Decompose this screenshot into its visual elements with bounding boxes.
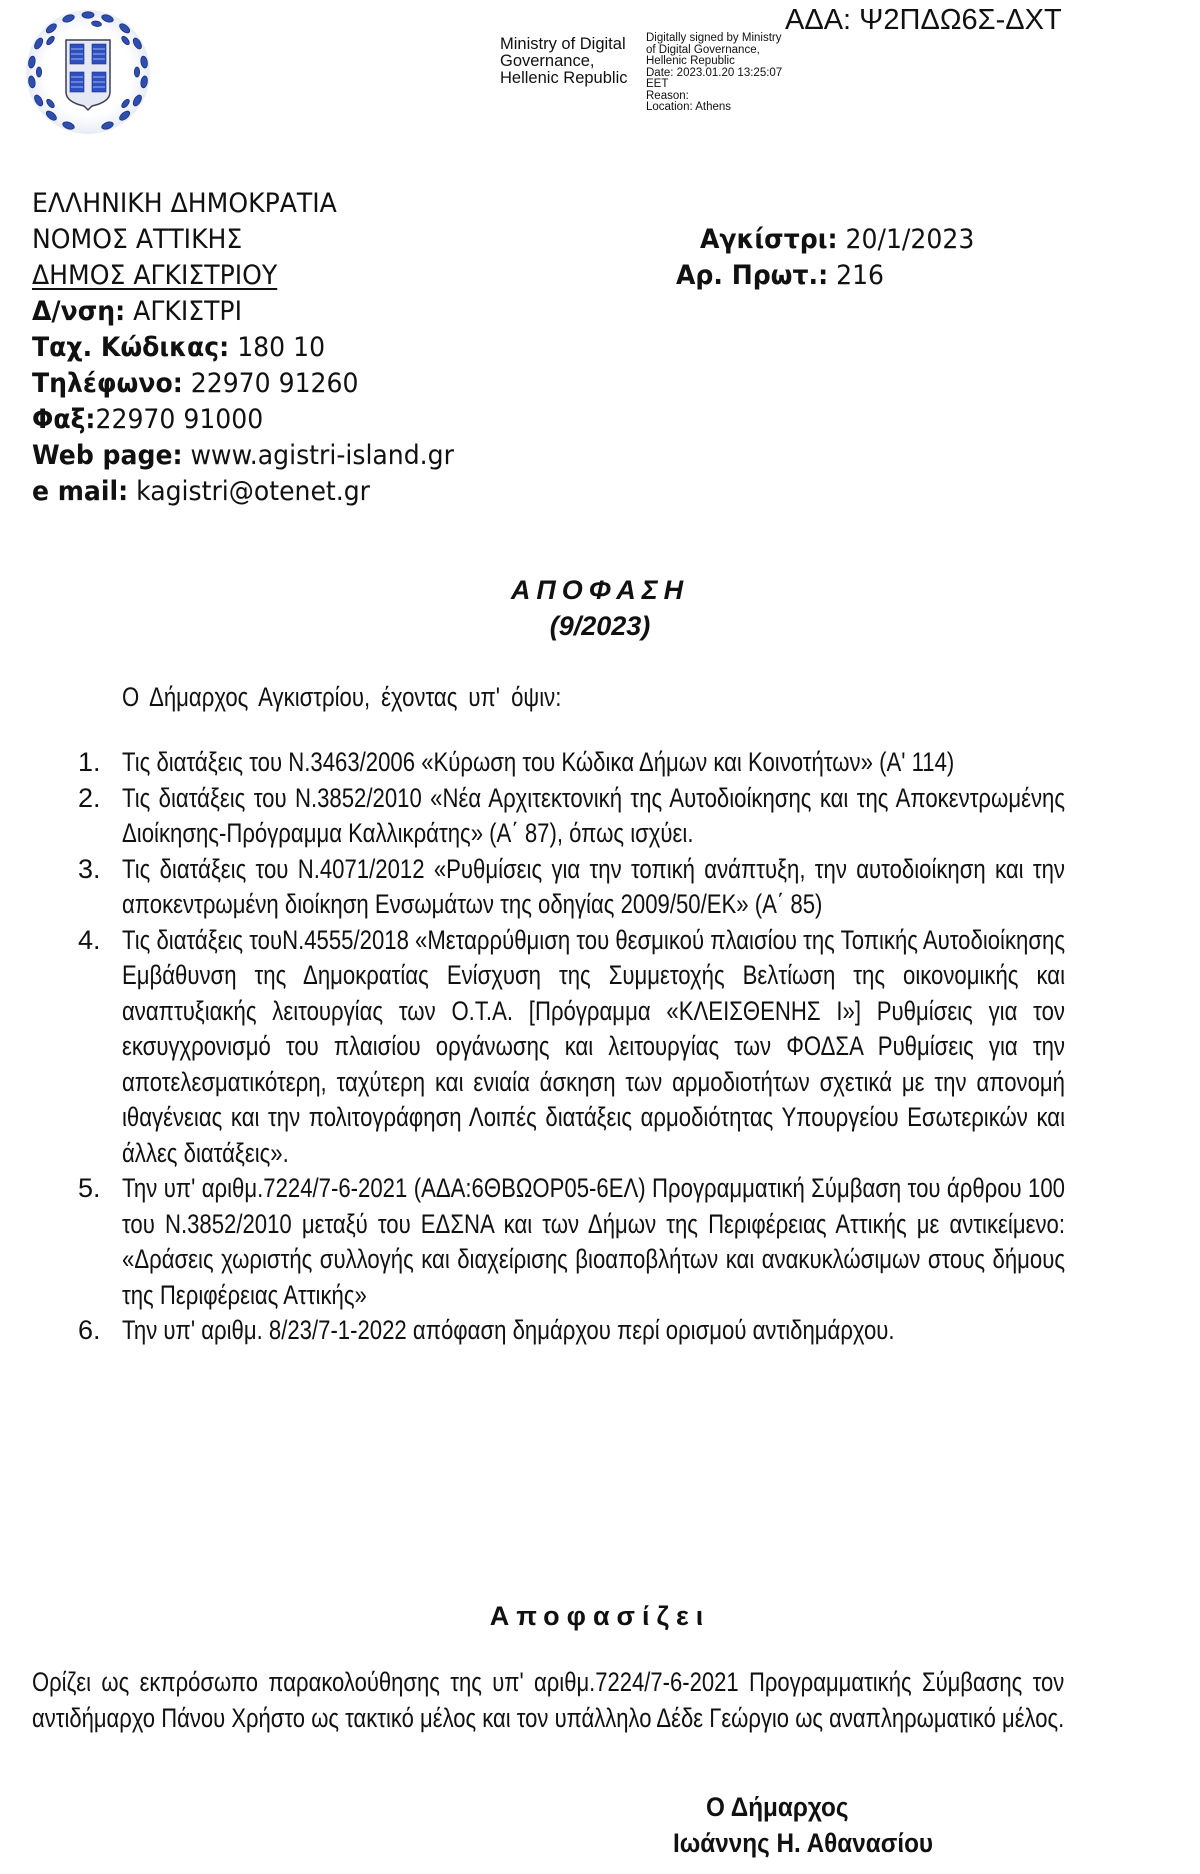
decision-title: ΑΠΟΦΑΣΗ — [510, 575, 690, 605]
protocol-label: Αρ. Πρωτ.: — [676, 260, 829, 291]
place-label: Αγκίστρι: — [700, 224, 838, 255]
signer-line: Hellenic Republic — [500, 69, 628, 87]
decides-heading: Αποφασίζει — [489, 1601, 711, 1631]
signature-date: Date: 2023.01.20 13:25:07 — [646, 66, 783, 79]
considerations-list — [0, 745, 1200, 1349]
email-link[interactable]: kagistri@otenet.gr — [136, 476, 370, 507]
postal-code-label: Ταχ. Κώδικας: — [32, 332, 230, 363]
decision-paragraph: Ορίζει ως εκπρόσωπο παρακολούθησης της υπ' αριθμ.7224/7-6-2021 Προγραμματικής Σύμβασης τον αντιδήμαρχο Πάνου Χρήστο ως τακτικό μέλος και τον υπάλληλο Δέδε Γεώργιο ως αναπληρωματικό μέλος. — [32, 1667, 1065, 1733]
consideration-item — [0, 1313, 1200, 1349]
country-heading: ΕΛΛΗΝΙΚΗ ΔΗΜΟΚΡΑΤΙΑ — [32, 188, 337, 219]
item-number: 3. — [78, 853, 101, 884]
signature-location: Location: Athens — [646, 101, 732, 113]
postal-code-value: 180 10 — [237, 332, 326, 363]
address-value: ΑΓΚΙΣΤΡΙ — [133, 296, 242, 327]
item-text: Τις διατάξεις του Ν.3852/2010 «Νέα Αρχιτεκτονική της Αυτοδιοίκησης και της Αποκεντρωμένης Διοίκησης-Πρόγραμμα Καλλικράτης» (Α΄ 87), όπως ισχύει. — [122, 782, 1065, 848]
municipality-heading: ΔΗΜΟΣ ΑΓΚΙΣΤΡΙΟΥ — [32, 260, 278, 291]
signature-detail-line: of Digital Governance, — [646, 43, 760, 56]
document-date: 20/1/2023 — [845, 224, 975, 255]
fax-row — [32, 402, 263, 438]
signature-detail-line: Hellenic Republic — [646, 55, 735, 67]
item-text: Την υπ' αριθμ. 8/23/7-1-2022 απόφαση δημάρχου περί ορισμού αντιδημάρχου. — [122, 1315, 895, 1345]
web-row — [32, 438, 454, 474]
place-date-row — [700, 222, 974, 258]
address-label: Δ/νση: — [32, 296, 126, 327]
signatory-name: Ιωάννης Η. Αθανασίου — [673, 1828, 934, 1858]
signature-detail-line: Digitally signed by Ministry — [646, 32, 782, 44]
protocol-row — [676, 258, 884, 294]
fax-value: 22970 91000 — [95, 404, 264, 435]
decision-number: (9/2023) — [549, 611, 651, 641]
fax-label: Φαξ: — [32, 404, 96, 435]
signatory-title: Ο Δήμαρχος — [706, 1792, 849, 1822]
phone-row — [32, 366, 358, 402]
intro-text — [122, 680, 658, 716]
web-label: Web page: — [32, 440, 183, 471]
phone-value: 22970 91260 — [190, 368, 359, 399]
web-link[interactable]: www.agistri-island.gr — [190, 440, 454, 471]
item-text: Την υπ' αριθμ.7224/7-6-2021 (ΑΔΑ:6ΘΒΩΟΡ05-6ΕΛ) Προγραμματική Σύμβαση του άρθρου 100 του Ν.3852/2010 μεταξύ του ΕΔΣΝΑ και των Δήμων της Περιφέρειας Αττικής με αντικείμενο: «Δράσεις χωριστής συλλογής και διαχείρισης βιοαποβλήτων και ανακυκλώσιμων στους δήμους της Περιφέρειας Αττικής» — [122, 1173, 1065, 1310]
digital-signer-name — [500, 36, 627, 87]
item-number: 1. — [78, 747, 101, 777]
consideration-item — [0, 745, 1200, 781]
email-row — [32, 474, 370, 510]
coat-of-arms-emblem — [22, 6, 154, 138]
address-row — [32, 294, 242, 330]
item-text: Τις διατάξεις τουΝ.4555/2018 «Μεταρρύθμιση του θεσμικού πλαισίου της Τοπικής Αυτοδιοίκησης Εμβάθυνση της Δημοκρατίας Ενίσχυση της Συμμετοχής Βελτίωση της οικονομικής και αναπτυξιακής λειτουργίας των Ο.Τ.Α. [Πρόγραμμα «ΚΛΕΙΣΘΕΝΗΣ Ι»] Ρυθμίσεις για τον εκσυγχρονισμό του πλαισίου οργάνωσης και λειτουργίας των ΦΟΔΣΑ Ρυθμίσεις για την αποτελεσματικότερη, ταχύτερη και ενιαία άσκηση των αρμοδιοτήτων σχετικά με την απονομή ιθαγένειας και την πολιτογράφηση Λοιπές διατάξεις αρμοδιότητας Υπουργείου Εσωτερικών και άλλες διατάξεις». — [122, 924, 1065, 1168]
item-number: 6. — [78, 1315, 101, 1345]
consideration-item — [0, 923, 1200, 1172]
item-number: 2. — [78, 782, 101, 813]
protocol-number: 216 — [836, 260, 885, 291]
consideration-item — [0, 852, 1200, 923]
signer-line: Ministry of Digital — [500, 35, 626, 53]
item-number: 5. — [78, 1173, 101, 1203]
item-text: Τις διατάξεις του Ν.3463/2006 «Κύρωση του Κώδικα Δήμων και Κοινοτήτων» (Α' 114) — [122, 747, 955, 777]
ada-identifier: ΑΔΑ: Ψ2ΠΔΩ6Σ-ΔΧΤ — [785, 4, 1062, 36]
item-text: Τις διατάξεις του Ν.4071/2012 «Ρυθμίσεις για την τοπική ανάπτυξη, την αυτοδιοίκηση και την αποκεντρωμένη διοίκηση Ενσωμάτων της οδηγίας 2009/50/ΕΚ» (Α΄ 85) — [122, 853, 1065, 919]
emblem-icon — [22, 6, 154, 138]
signer-line: Governance, — [500, 52, 595, 70]
digital-signature-details — [646, 33, 782, 114]
signature-detail-line: EET — [646, 78, 669, 90]
intro-sentence: Ο Δήμαρχος Αγκιστρίου, έχοντας υπ' όψιν: — [122, 682, 562, 712]
consideration-item — [0, 1171, 1200, 1313]
signature-reason: Reason: — [646, 89, 689, 102]
postal-code-row — [32, 330, 325, 366]
prefecture-heading: ΝΟΜΟΣ ΑΤΤΙΚΗΣ — [32, 224, 243, 255]
consideration-item — [0, 781, 1200, 852]
email-label: e mail: — [32, 476, 129, 507]
phone-label: Τηλέφωνο: — [32, 368, 183, 399]
item-number: 4. — [78, 924, 101, 955]
